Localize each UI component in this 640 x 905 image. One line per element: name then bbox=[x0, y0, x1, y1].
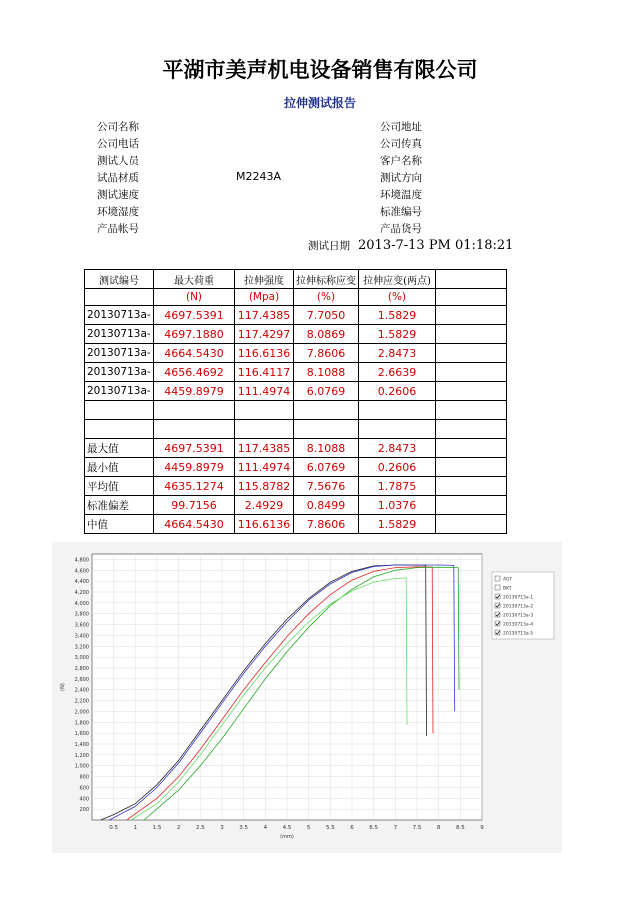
x-tick-label: 2.5 bbox=[195, 825, 205, 831]
stat-label: 中值 bbox=[85, 515, 154, 534]
y-tick-label: 3,600 bbox=[74, 622, 89, 629]
y-tick-label: 4,200 bbox=[74, 590, 89, 596]
cell-value: 8.1088 bbox=[294, 439, 359, 458]
test-speed-label: 测试速度 bbox=[97, 189, 139, 201]
header-nominal-strain: 拉伸标称应变 bbox=[294, 270, 359, 289]
x-tick-label: 4 bbox=[263, 825, 268, 831]
cell-value: 6.0769 bbox=[294, 458, 359, 477]
results-table bbox=[84, 269, 507, 534]
cell-value: 2.8473 bbox=[359, 439, 436, 458]
cell-value: 116.6136 bbox=[235, 344, 294, 363]
cell-value: 7.7050 bbox=[294, 306, 359, 325]
header-empty bbox=[436, 270, 507, 289]
cell-value: 4664.5430 bbox=[154, 344, 235, 363]
x-tick-label: 2 bbox=[176, 825, 181, 831]
test-direction-label: 测试方向 bbox=[380, 172, 422, 184]
cell-value: 117.4385 bbox=[235, 306, 294, 325]
legend-label: 20130713a-1 bbox=[503, 595, 534, 601]
table-units-row bbox=[85, 289, 507, 306]
table-row bbox=[85, 325, 507, 344]
y-tick-label: 4,600 bbox=[74, 568, 89, 575]
cell-empty bbox=[436, 439, 507, 458]
y-tick-label: 2,000 bbox=[74, 709, 89, 716]
cell-test-id: 20130713a- bbox=[85, 306, 154, 325]
stat-label: 标准偏差 bbox=[85, 496, 154, 515]
cell-value: 117.4297 bbox=[235, 325, 294, 344]
company-fax-label: 公司传真 bbox=[380, 138, 422, 150]
x-tick-label: 8.5 bbox=[455, 825, 465, 831]
blank-cell bbox=[235, 420, 294, 439]
table-header-row bbox=[85, 270, 507, 289]
header-two-point-strain: 拉伸应变(两点) bbox=[359, 270, 436, 289]
stats-row-stddev bbox=[85, 496, 507, 515]
y-tick-label: 1,200 bbox=[74, 752, 89, 759]
cell-value: 2.8473 bbox=[359, 344, 436, 363]
header-tensile-strength: 拉伸强度 bbox=[235, 270, 294, 289]
y-tick-label: 4,800 bbox=[74, 557, 89, 564]
cell-value: 2.4929 bbox=[235, 496, 294, 515]
cell-value: 7.8606 bbox=[294, 344, 359, 363]
x-axis-label: (mm) bbox=[280, 834, 294, 840]
blank-cell bbox=[359, 420, 436, 439]
x-tick-label: 5 bbox=[306, 825, 311, 831]
cell-empty bbox=[436, 325, 507, 344]
cell-empty bbox=[436, 477, 507, 496]
cell-value: 4697.1880 bbox=[154, 325, 235, 344]
x-tick-label: 1.5 bbox=[152, 825, 162, 831]
company-name-label: 公司名称 bbox=[97, 121, 139, 133]
cell-value: 1.0376 bbox=[359, 496, 436, 515]
stat-label: 最小值 bbox=[85, 458, 154, 477]
material-value: M2243A bbox=[236, 170, 282, 183]
blank-cell bbox=[436, 401, 507, 420]
stats-row-max bbox=[85, 439, 507, 458]
y-tick-label: 4,000 bbox=[74, 600, 89, 607]
cell-empty bbox=[436, 496, 507, 515]
test-date-label: 测试日期 bbox=[308, 240, 350, 252]
cell-value: 4656.4692 bbox=[154, 363, 235, 382]
x-tick-label: 3.5 bbox=[239, 825, 249, 831]
chart-svg bbox=[52, 542, 562, 853]
cell-value: 4697.5391 bbox=[154, 306, 235, 325]
unit-cell: (Mpa) bbox=[235, 289, 294, 306]
cell-empty bbox=[436, 363, 507, 382]
x-tick-label: 1 bbox=[133, 825, 138, 831]
cell-value: 1.5829 bbox=[359, 515, 436, 534]
y-tick-label: 600 bbox=[79, 785, 89, 792]
y-tick-label: 2,400 bbox=[74, 687, 89, 694]
y-tick-label: 2,200 bbox=[74, 698, 89, 705]
standard-number-label: 标准编号 bbox=[380, 206, 422, 218]
x-tick-label: 9 bbox=[480, 825, 484, 831]
cell-empty bbox=[436, 458, 507, 477]
legend-label: 20130713a-5 bbox=[503, 631, 534, 637]
cell-value: 116.6136 bbox=[235, 515, 294, 534]
cell-value: 0.2606 bbox=[359, 458, 436, 477]
header-test-id: 测试编号 bbox=[85, 270, 154, 289]
stats-row-mean bbox=[85, 477, 507, 496]
cell-value: 4697.5391 bbox=[154, 439, 235, 458]
company-title: 平湖市美声机电设备销售有限公司 bbox=[162, 58, 478, 82]
header-max-load: 最大荷重 bbox=[154, 270, 235, 289]
blank-cell bbox=[359, 401, 436, 420]
blank-cell bbox=[85, 401, 154, 420]
legend-label: 20130713a-2 bbox=[503, 604, 534, 610]
stats-row-median bbox=[85, 515, 507, 534]
blank-cell bbox=[294, 401, 359, 420]
y-tick-label: 4,400 bbox=[74, 579, 89, 586]
company-address-label: 公司地址 bbox=[380, 121, 422, 133]
cell-test-id: 20130713a- bbox=[85, 382, 154, 401]
blank-cell bbox=[436, 420, 507, 439]
x-tick-label: 7 bbox=[393, 825, 398, 831]
cell-value: 7.8606 bbox=[294, 515, 359, 534]
company-phone-label: 公司电话 bbox=[97, 138, 139, 150]
cell-value: 1.7875 bbox=[359, 477, 436, 496]
unit-cell: (N) bbox=[154, 289, 235, 306]
x-tick-label: 8 bbox=[436, 825, 441, 831]
cell-value: 7.5676 bbox=[294, 477, 359, 496]
y-tick-label: 1,000 bbox=[74, 763, 89, 770]
cell-empty bbox=[436, 515, 507, 534]
cell-value: 6.0769 bbox=[294, 382, 359, 401]
y-tick-label: 3,200 bbox=[74, 644, 89, 651]
y-tick-label: 3,400 bbox=[74, 633, 89, 640]
y-tick-label: 2,600 bbox=[74, 676, 89, 683]
table-row bbox=[85, 344, 507, 363]
cell-value: 111.4974 bbox=[235, 458, 294, 477]
y-tick-label: 3,000 bbox=[74, 655, 89, 662]
cell-test-id: 20130713a- bbox=[85, 325, 154, 344]
temperature-label: 环境温度 bbox=[380, 189, 422, 201]
stat-label: 平均值 bbox=[85, 477, 154, 496]
cell-empty bbox=[436, 344, 507, 363]
x-tick-label: 3 bbox=[220, 825, 224, 831]
cell-value: 115.8782 bbox=[235, 477, 294, 496]
x-tick-label: 4.5 bbox=[282, 825, 292, 831]
report-title: 拉伸测试报告 bbox=[283, 96, 356, 110]
product-number-label: 产品货号 bbox=[380, 223, 422, 235]
y-tick-label: 1,800 bbox=[74, 720, 89, 727]
table-row bbox=[85, 306, 507, 325]
cell-value: 99.7156 bbox=[154, 496, 235, 515]
x-tick-label: 5.5 bbox=[325, 825, 335, 831]
table-row bbox=[85, 363, 507, 382]
y-tick-label: 800 bbox=[79, 774, 89, 781]
y-tick-label: 400 bbox=[79, 796, 89, 803]
legend-label: 20130713a-3 bbox=[503, 613, 534, 619]
info-left-block bbox=[97, 119, 139, 238]
humidity-label: 环境湿度 bbox=[97, 206, 139, 218]
legend-checkbox bbox=[495, 576, 500, 581]
table-blank-row bbox=[85, 420, 507, 439]
y-tick-label: 1,400 bbox=[74, 742, 89, 748]
cell-value: 117.4385 bbox=[235, 439, 294, 458]
x-tick-label: 7.5 bbox=[412, 825, 422, 831]
unit-cell bbox=[436, 289, 507, 306]
y-tick-label: 1,600 bbox=[74, 731, 89, 738]
stat-label: 最大值 bbox=[85, 439, 154, 458]
cell-value: 116.4117 bbox=[235, 363, 294, 382]
blank-cell bbox=[294, 420, 359, 439]
unit-cell: (%) bbox=[359, 289, 436, 306]
x-tick-label: 0.5 bbox=[109, 825, 119, 831]
cell-value: 1.5829 bbox=[359, 306, 436, 325]
y-tick-label: 200 bbox=[79, 807, 89, 814]
cell-value: 0.2606 bbox=[359, 382, 436, 401]
table-row bbox=[85, 382, 507, 401]
cell-test-id: 20130713a- bbox=[85, 363, 154, 382]
customer-name-label: 客户名称 bbox=[380, 155, 422, 167]
cell-empty bbox=[436, 382, 507, 401]
blank-cell bbox=[154, 401, 235, 420]
legend-label: BKT bbox=[503, 586, 512, 592]
unit-cell bbox=[85, 289, 154, 306]
unit-cell: (%) bbox=[294, 289, 359, 306]
cell-value: 1.5829 bbox=[359, 325, 436, 344]
cell-value: 8.1088 bbox=[294, 363, 359, 382]
tester-label: 测试人员 bbox=[97, 155, 139, 167]
y-tick-label: 3,800 bbox=[74, 611, 89, 618]
test-date-value: 2013-7-13 PM 01:18:21 bbox=[358, 238, 514, 253]
y-axis-label: (N) bbox=[60, 683, 66, 691]
x-tick-label: 6 bbox=[350, 825, 354, 831]
blank-cell bbox=[235, 401, 294, 420]
test-date bbox=[308, 238, 513, 253]
cell-value: 4459.8979 bbox=[154, 382, 235, 401]
y-tick-label: 2,800 bbox=[74, 666, 89, 672]
legend-label: 20130713a-4 bbox=[503, 622, 534, 628]
cell-test-id: 20130713a- bbox=[85, 344, 154, 363]
cell-value: 111.4974 bbox=[235, 382, 294, 401]
table-blank-row bbox=[85, 401, 507, 420]
legend-label: AGT bbox=[503, 577, 513, 583]
stats-row-min bbox=[85, 458, 507, 477]
blank-cell bbox=[154, 420, 235, 439]
cell-value: 8.0869 bbox=[294, 325, 359, 344]
cell-value: 4635.1274 bbox=[154, 477, 235, 496]
cell-value: 4459.8979 bbox=[154, 458, 235, 477]
material-label: 试品材质 bbox=[97, 172, 139, 184]
cell-empty bbox=[436, 306, 507, 325]
cell-value: 4664.5430 bbox=[154, 515, 235, 534]
legend-checkbox bbox=[495, 585, 500, 590]
cell-value: 2.6639 bbox=[359, 363, 436, 382]
product-account-label: 产品帐号 bbox=[97, 223, 139, 235]
x-tick-label: 6.5 bbox=[369, 825, 379, 831]
info-right-block bbox=[380, 119, 422, 238]
load-displacement-chart bbox=[52, 542, 562, 853]
cell-value: 0.8499 bbox=[294, 496, 359, 515]
blank-cell bbox=[85, 420, 154, 439]
